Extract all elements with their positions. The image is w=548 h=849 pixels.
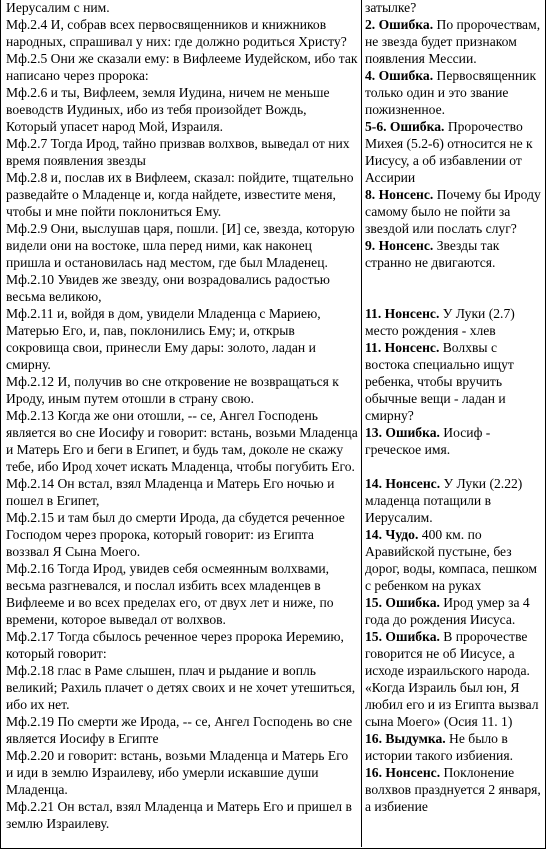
note-continuation: затылке? (365, 0, 417, 15)
note-label: 16. Выдумка. (365, 731, 446, 746)
note-label: 11. Нонсенс. (365, 306, 440, 321)
verse-mt-2-8: Мф.2.8 и, послав их в Вифлеем, сказал: пойдите, тщательно разведайте о Младенце и, когда найдете, известите меня, чтобы и мне пойти поклониться Ему. (6, 170, 354, 219)
note-16a: 16. Выдумка. Не было в истории такого избиения. (365, 731, 513, 763)
spacer (365, 271, 543, 305)
verse-mt-2-16: Мф.2.16 Тогда Ирод, увидев себя осмеянным волхвами, весьма разгневался, и послал избить всех младенцев в Вифлееме и во всех пределах его, от двух лет и ниже, по времени, которое выведал от волхвов. (6, 561, 334, 627)
spacer (365, 458, 543, 475)
verse-mt-2-19: Мф.2.19 По смерти же Ирода, -- се, Ангел Господень во сне является Иосифу в Египте (6, 714, 353, 746)
note-8: 8. Нонсенс. Почему бы Ироду самому было не пойти за звездой или послать слуг? (365, 187, 541, 236)
verse-mt-2-21: Мф.2.21 Он встал, взял Младенца и Матерь Его и пришел в землю Израилеву. (6, 799, 352, 831)
verse-line: Иерусалим с ним. (6, 0, 110, 15)
verse-mt-2-18: Мф.2.18 глас в Раме слышен, плач и рыдание и вопль великий; Рахиль плачет о детях своих и не хочет утешиться, ибо их нет. (6, 663, 356, 712)
note-15a: 15. Ошибка. Ирод умер за 4 года до рождения Иисуса. (365, 595, 530, 627)
note-label: 9. Нонсенс. (365, 238, 434, 253)
verse-mt-2-5: Мф.2.5 Они же сказали ему: в Вифлееме Иудейском, ибо так написано через пророка: (6, 51, 358, 83)
note-label: 15. Ошибка. (365, 629, 440, 644)
verse-mt-2-20: Мф.2.20 и говорит: встань, возьми Младенца и Матерь Его и иди в землю Израилеву, ибо умерли искавшие души Младенца. (6, 748, 349, 797)
note-label: 11. Нонсенс. (365, 340, 440, 355)
verse-mt-2-17: Мф.2.17 Тогда сбылось реченное через пророка Иеремию, который говорит: (6, 629, 344, 661)
note-label: 14. Нонсенс. (365, 476, 441, 491)
note-2: 2. Ошибка. По пророчествам, не звезда будет признаком появления Мессии. (365, 17, 541, 66)
verse-mt-2-11: Мф.2.11 и, войдя в дом, увидели Младенца с Мариею, Матерью Его, и, пав, поклонились Ему; и, открыв сокровища свои, принесли Ему дары: золото, ладан и смирну. (6, 306, 321, 372)
note-label: 5-6. Ошибка. (365, 119, 445, 134)
verse-mt-2-7: Мф.2.7 Тогда Ирод, тайно призвав волхвов, выведал от них время появления звезды (6, 136, 350, 168)
note-label: 15. Ошибка. (365, 595, 440, 610)
verse-mt-2-4: Мф.2.4 И, собрав всех первосвященников и книжников народных, спрашивал у них: где должно родиться Христу? (6, 17, 347, 49)
note-4: 4. Ошибка. Первосвященник только один и это звание пожизненное. (365, 68, 537, 117)
note-13: 13. Ошибка. Иосиф - греческое имя. (365, 425, 491, 457)
note-9: 9. Нонсенс. Звезды так странно не двигаются. (365, 238, 500, 270)
verse-mt-2-14: Мф.2.14 Он встал, взял Младенца и Матерь Его ночью и пошел в Египет, (6, 476, 335, 508)
note-label: 4. Ошибка. (365, 68, 434, 83)
verse-mt-2-6: Мф.2.6 и ты, Вифлеем, земля Иудина, ничем не меньше воеводств Иудиных, ибо из тебя произойдет Вождь, Который упасет народ Мой, Израиля. (6, 85, 330, 134)
note-label: 13. Ошибка. (365, 425, 440, 440)
note-11b: 11. Нонсенс. Волхвы с востока специально ищут ребенка, чтобы вручить обычные вещи - ладан и смирну? (365, 340, 514, 423)
note-14b: 14. Чудо. 400 км. по Аравийской пустыне, без дорог, воды, компаса, пешком с ребенком на руках (365, 527, 537, 593)
verse-mt-2-15: Мф.2.15 и там был до смерти Ирода, да сбудется реченное Господом через пророка, который говорит: из Египта воззвал Я Сына Моего. (6, 510, 345, 559)
note-16b: 16. Нонсенс. Поклонение волхвов празднуется 2 января, а избиение (365, 765, 541, 814)
note-label: 14. Чудо. (365, 527, 419, 542)
note-label: 8. Нонсенс. (365, 187, 434, 202)
note-14a: 14. Нонсенс. У Луки (2.22) младенца потащили в Иерусалим. (365, 476, 523, 525)
note-11a: 11. Нонсенс. У Луки (2.7) место рождения - хлев (365, 306, 515, 338)
verse-mt-2-9: Мф.2.9 Они, выслушав царя, пошли. [И] се, звезда, которую видели они на востоке, шла перед ними, как наконец пришла и остановилась над местом, где был Младенец. (6, 221, 355, 270)
verse-mt-2-12: Мф.2.12 И, получив во сне откровение не возвращаться к Ироду, иным путем отошли в страну свою. (6, 374, 339, 406)
column-divider (361, 0, 362, 847)
verse-mt-2-10: Мф.2.10 Увидев же звезду, они возрадовались радостью весьма великою, (6, 272, 330, 304)
scripture-column (6, 0, 358, 832)
verse-mt-2-13: Мф.2.13 Когда же они отошли, -- се, Ангел Господень является во сне Иосифу и говорит: встань, возьми Младенца и Матерь Его и беги в Египет, и будь там, доколе не скажу тебе, ибо Ирод хочет искать Младенца, чтобы погубить Его. (6, 408, 358, 474)
note-label: 16. Нонсенс. (365, 765, 441, 780)
commentary-column (365, 0, 543, 815)
note-15b: 15. Ошибка. В пророчестве говорится не об Иисусе, а исходе израильского народа. «Когда Израиль был юн, Я любил его и из Египта вызвал сына Моего» (Осия 11. 1) (365, 629, 539, 729)
note-5-6: 5-6. Ошибка. Пророчество Михея (5.2-6) относится не к Иисусу, а об избавлении от Ассирии (365, 119, 533, 185)
note-label: 2. Ошибка. (365, 17, 434, 32)
